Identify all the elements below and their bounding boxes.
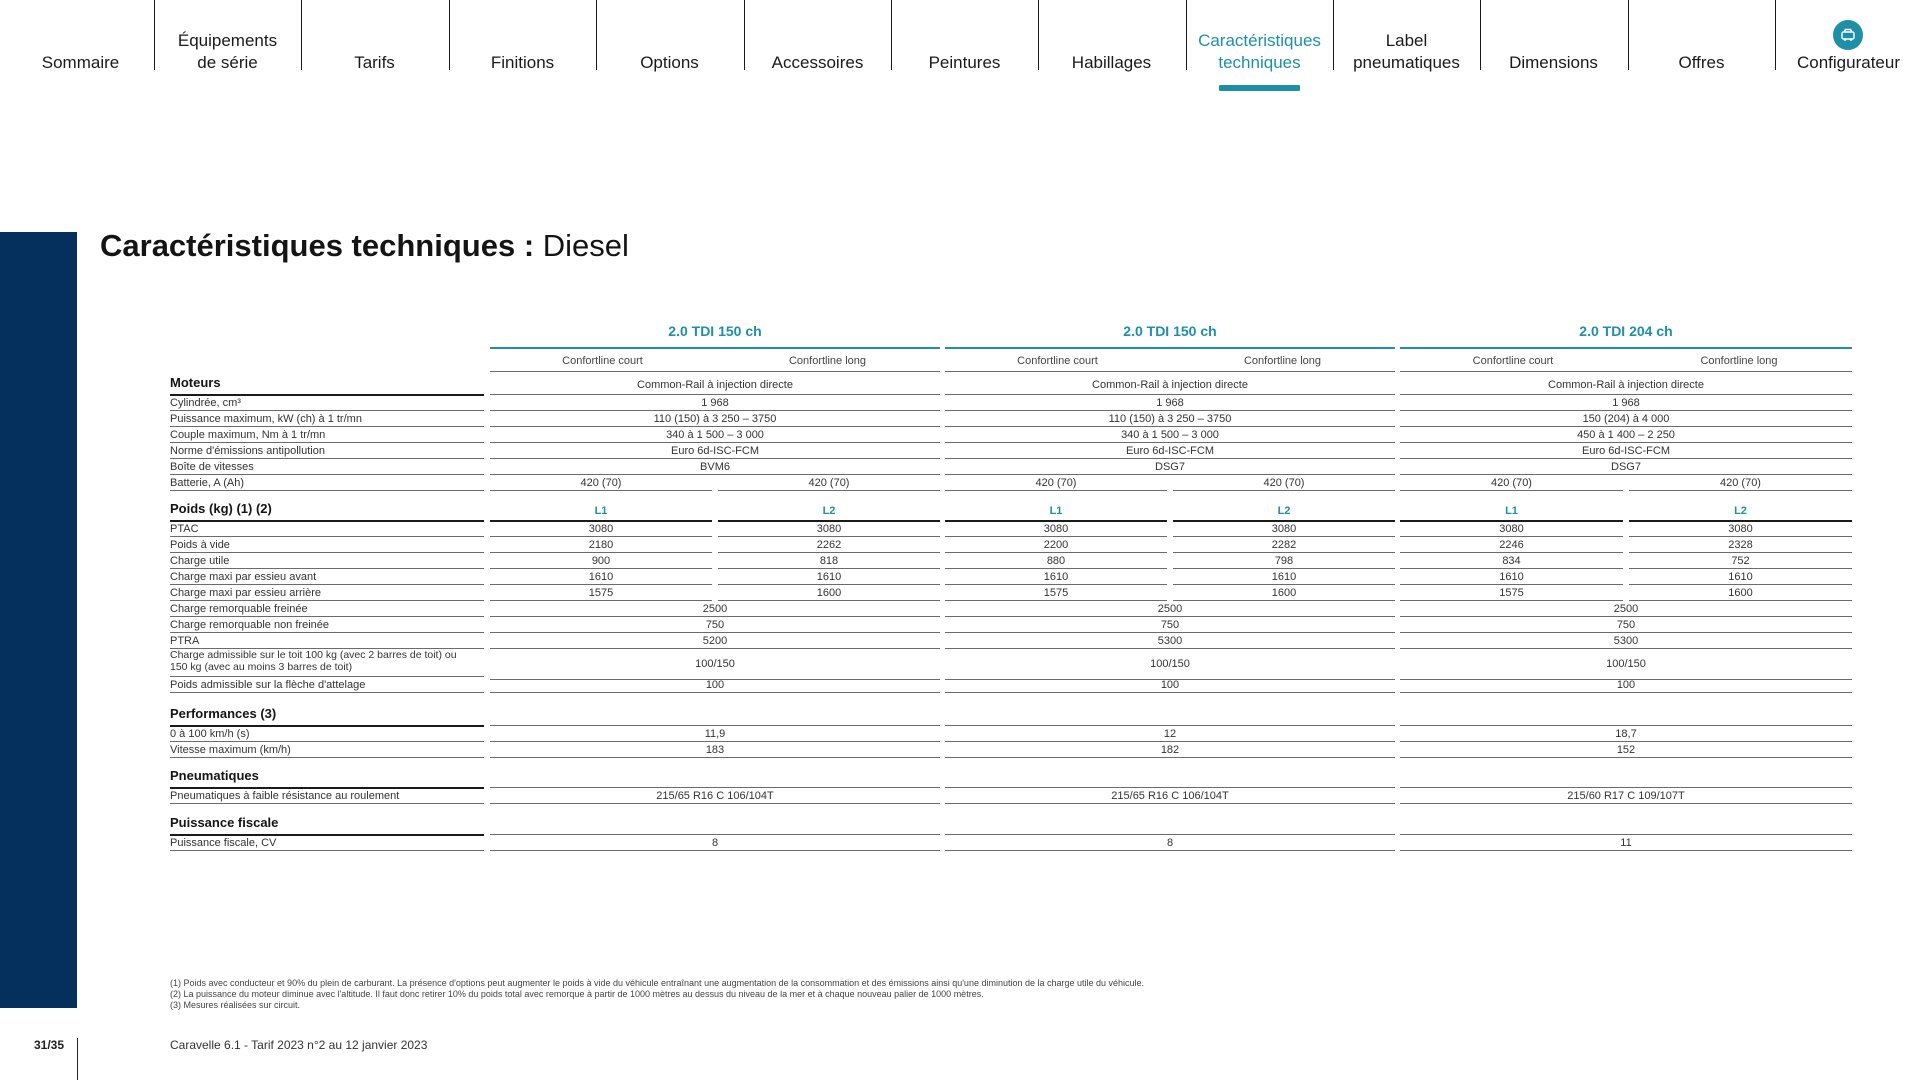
table-cell: DSG7 xyxy=(1155,461,1185,473)
table-cell: 2262 xyxy=(816,539,842,551)
section-title: Moteurs xyxy=(170,375,221,390)
cell-rule xyxy=(1400,394,1852,395)
cell-rule xyxy=(1400,741,1852,742)
nav-item-label xyxy=(449,52,596,74)
cell-rule xyxy=(945,490,1167,491)
cell-rule xyxy=(1173,536,1395,537)
nav-label-line: techniques xyxy=(1218,53,1301,72)
table-cell: 110 (150) à 3 250 – 3750 xyxy=(1108,413,1232,425)
footnote: (2) La puissance du moteur diminue avec l'altitude. Il faut donc retirer 10% du poids total avec remorque à partir de 1000 mètres au dessus du niveau de la mer et à chaque nouveau palier de 1000 mètres. xyxy=(170,989,984,999)
trim-header: Confortline long xyxy=(788,355,867,367)
cell-rule xyxy=(1400,568,1623,569)
nav-item-label xyxy=(1186,30,1333,74)
label-rule xyxy=(170,458,484,459)
footnote: (1) Poids avec conducteur et 90% du plein de carburant. La présence d'options peut augmenter le poids à vide du véhicule entraînant une augmentation de la consommation et des émissions ainsi qu'une diminution de la charge utile du véhicule. xyxy=(170,978,1145,988)
table-cell: 100/150 xyxy=(695,658,735,670)
row-label: Charge maxi par essieu avant xyxy=(170,571,317,583)
engine-header-rule xyxy=(490,347,940,349)
nav-label-line: Peintures xyxy=(928,53,1001,72)
cell-rule xyxy=(1400,584,1623,585)
table-cell: 2200 xyxy=(1043,539,1069,551)
table-cell: 152 xyxy=(1616,744,1636,756)
cell-rule xyxy=(490,692,940,693)
nav-item-label-pneumatiques[interactable] xyxy=(1333,0,1480,100)
nav-item-accessoires[interactable] xyxy=(744,0,891,100)
row-label: Charge remorquable non freinée xyxy=(170,619,329,631)
cell-rule xyxy=(490,458,940,459)
cell-rule xyxy=(1173,552,1395,553)
nav-item-habillages[interactable] xyxy=(1038,0,1185,100)
trim-header: Confortline long xyxy=(1700,355,1778,367)
table-cell: 420 (70) xyxy=(808,477,850,489)
cell-rule xyxy=(490,741,940,742)
nav-label-line: Équipements xyxy=(177,31,278,50)
cell-rule xyxy=(1400,552,1623,553)
cell-rule xyxy=(1173,568,1395,569)
cell-rule xyxy=(945,536,1167,537)
label-rule xyxy=(170,490,484,491)
table-cell: 340 à 1 500 – 3 000 xyxy=(1121,429,1219,441)
label-rule xyxy=(170,803,484,804)
table-cell: 450 à 1 400 – 2 250 xyxy=(1577,429,1675,441)
nav-label-line: Tarifs xyxy=(354,53,395,72)
cell-rule xyxy=(1400,757,1852,758)
cell-rule xyxy=(718,600,940,601)
engine-header: 2.0 TDI 150 ch xyxy=(668,323,762,339)
cell-rule xyxy=(490,787,940,788)
table-cell: 1610 xyxy=(816,571,842,583)
cell-rule xyxy=(1400,474,1852,475)
nav-label-line: Configurateur xyxy=(1796,53,1900,72)
cell-rule xyxy=(1400,616,1852,617)
table-cell: 11 xyxy=(1620,837,1632,849)
cell-rule xyxy=(1629,568,1852,569)
table-cell: 900 xyxy=(591,555,611,567)
table-cell: 215/65 R16 C 106/104T xyxy=(656,790,774,802)
row-label-line: Charge admissible sur le toit 100 kg (avec 2 barres de toit) ou xyxy=(170,649,457,661)
cell-rule xyxy=(490,394,940,395)
active-tab-indicator xyxy=(1219,85,1300,91)
nav-item-finitions[interactable] xyxy=(449,0,596,100)
cell-rule xyxy=(490,490,712,491)
cell-rule xyxy=(1400,803,1852,804)
table-cell: 5300 xyxy=(1157,635,1183,647)
row-label: Couple maximum, Nm à 1 tr/mn xyxy=(170,429,326,441)
cell-rule xyxy=(945,426,1395,427)
cell-rule xyxy=(945,474,1395,475)
nav-item-peintures[interactable] xyxy=(891,0,1038,100)
label-rule xyxy=(170,616,484,617)
cell-rule xyxy=(945,757,1395,758)
nav-item-tarifs[interactable] xyxy=(301,0,448,100)
footer-divider xyxy=(77,1038,78,1080)
table-cell: 2282 xyxy=(1271,539,1297,551)
row-label: Poids à vide xyxy=(170,539,230,551)
cell-rule xyxy=(945,632,1395,633)
table-cell: Common-Rail à injection directe xyxy=(637,379,793,391)
cell-rule xyxy=(490,834,940,835)
cell-rule xyxy=(945,616,1395,617)
cell-rule xyxy=(945,600,1167,601)
cell-rule xyxy=(490,584,712,585)
cell-rule xyxy=(490,536,712,537)
cell-rule xyxy=(1400,600,1623,601)
cell-rule xyxy=(945,584,1167,585)
label-rule xyxy=(170,442,484,443)
nav-label-line: pneumatiques xyxy=(1353,53,1460,72)
table-cell: 2500 xyxy=(1613,603,1639,615)
nav-label-line: Caractéristiques xyxy=(1198,31,1321,50)
page-title-fuel: Diesel xyxy=(534,228,629,263)
table-cell: 1 968 xyxy=(1612,397,1640,409)
trim-header-rule xyxy=(945,371,1395,372)
table-cell: 11,9 xyxy=(704,728,726,740)
nav-item-label xyxy=(891,52,1038,74)
cell-rule xyxy=(718,552,940,553)
cell-rule xyxy=(945,692,1395,693)
row-label: Batterie, A (Ah) xyxy=(170,477,244,489)
row-label: Puissance maximum, kW (ch) à 1 tr/mn xyxy=(170,413,362,425)
nav-label-line: Dimensions xyxy=(1509,53,1598,72)
table-cell: 1610 xyxy=(1043,571,1069,583)
table-cell: 5300 xyxy=(1613,635,1639,647)
row-label: Puissance fiscale, CV xyxy=(170,837,277,849)
cell-rule xyxy=(945,410,1395,411)
table-cell: 3080 xyxy=(1728,523,1753,535)
cell-rule xyxy=(490,568,712,569)
cell-rule xyxy=(1400,410,1852,411)
table-cell: 1610 xyxy=(588,571,614,583)
row-label: Charge utile xyxy=(170,555,230,567)
nav-item-label xyxy=(1480,52,1627,74)
cell-rule xyxy=(1400,536,1623,537)
nav-item-label xyxy=(1333,30,1480,74)
cell-rule xyxy=(1400,490,1623,491)
cell-rule xyxy=(945,648,1395,649)
table-cell: 1 968 xyxy=(1156,397,1184,409)
table-cell: 420 (70) xyxy=(1491,477,1532,489)
table-cell: 750 xyxy=(1160,619,1180,631)
table-cell: 8 xyxy=(1166,837,1174,849)
table-cell: 12 xyxy=(1163,728,1177,740)
cell-rule xyxy=(1400,426,1852,427)
length-header: L2 xyxy=(822,505,836,517)
label-rule xyxy=(170,568,484,569)
table-cell: 1610 xyxy=(1728,571,1753,583)
table-cell: Common-Rail à injection directe xyxy=(1092,379,1248,391)
cell-rule xyxy=(718,584,940,585)
cell-rule xyxy=(490,552,712,553)
table-cell: 798 xyxy=(1274,555,1294,567)
cell-rule xyxy=(490,803,940,804)
cell-rule xyxy=(1629,490,1852,491)
table-cell: 1610 xyxy=(1271,571,1297,583)
nav-label-line: Habillages xyxy=(1071,53,1152,72)
length-header: L1 xyxy=(1049,505,1063,517)
cell-rule xyxy=(945,442,1395,443)
nav-label-line: Options xyxy=(640,53,699,72)
table-cell: 3080 xyxy=(816,523,842,535)
table-cell: 1575 xyxy=(588,587,614,599)
nav-item-label xyxy=(1628,52,1775,74)
nav-item-options[interactable] xyxy=(596,0,743,100)
cell-rule xyxy=(1173,584,1395,585)
table-cell: 420 (70) xyxy=(1035,477,1077,489)
nav-label-line: Accessoires xyxy=(771,53,864,72)
cell-rule xyxy=(945,741,1395,742)
cell-rule xyxy=(1629,600,1852,601)
label-rule xyxy=(170,536,484,537)
row-label: 0 à 100 km/h (s) xyxy=(170,728,250,740)
table-cell: Euro 6d-ISC-FCM xyxy=(670,445,760,457)
label-rule xyxy=(170,757,484,758)
cell-rule xyxy=(1400,632,1852,633)
cell-rule xyxy=(945,458,1395,459)
page-title-main: Caractéristiques techniques : xyxy=(100,228,535,263)
length-header: L1 xyxy=(1505,505,1518,517)
section-title: Pneumatiques xyxy=(170,768,259,783)
section-title: Puissance fiscale xyxy=(170,815,279,830)
table-cell: 110 (150) à 3 250 – 3750 xyxy=(653,413,777,425)
nav-item-dimensions[interactable] xyxy=(1480,0,1627,100)
nav-item-offres[interactable] xyxy=(1628,0,1775,100)
section-title: Performances (3) xyxy=(170,706,277,721)
nav-item-label xyxy=(744,52,891,74)
table-cell: 3080 xyxy=(1271,523,1297,535)
cell-rule xyxy=(490,474,940,475)
label-rule xyxy=(170,584,484,585)
table-cell: 182 xyxy=(1160,744,1180,756)
nav-item-configurateur[interactable] xyxy=(1775,0,1920,100)
label-rule xyxy=(170,552,484,553)
table-cell: DSG7 xyxy=(1611,461,1641,473)
trim-header-rule xyxy=(1400,371,1852,372)
footnote: (3) Mesures réalisées sur circuit. xyxy=(170,1000,301,1010)
cell-rule xyxy=(945,850,1395,851)
nav-item-label xyxy=(301,52,448,74)
trim-header: Confortline court xyxy=(1472,355,1554,367)
length-header: L2 xyxy=(1277,505,1291,517)
cell-rule xyxy=(1629,584,1852,585)
table-cell: 100 xyxy=(1160,679,1180,691)
table-cell: 1600 xyxy=(1271,587,1297,599)
table-cell: Common-Rail à injection directe xyxy=(1548,379,1704,391)
cell-rule xyxy=(490,442,940,443)
cell-rule xyxy=(945,834,1395,835)
row-label: Norme d'émissions antipollution xyxy=(170,445,325,457)
cell-rule xyxy=(1400,442,1852,443)
nav-label-line: Finitions xyxy=(490,53,555,72)
trim-header: Confortline court xyxy=(1017,355,1098,367)
nav-item-equipements-de-serie[interactable] xyxy=(154,0,301,100)
left-brand-band xyxy=(0,232,77,1008)
cell-rule xyxy=(945,552,1167,553)
cell-rule xyxy=(490,426,940,427)
top-navigation xyxy=(0,0,1920,100)
table-cell: 340 à 1 500 – 3 000 xyxy=(666,429,764,441)
footnotes xyxy=(170,978,1144,1011)
nav-label-line: Label xyxy=(1385,31,1428,50)
cell-rule xyxy=(490,648,940,649)
table-cell: 3080 xyxy=(588,523,614,535)
section-title: Poids (kg) (1) (2) xyxy=(170,501,272,516)
label-rule xyxy=(170,850,484,851)
nav-item-label xyxy=(596,52,743,74)
cell-rule xyxy=(945,787,1395,788)
table-cell: 420 (70) xyxy=(1263,477,1305,489)
engine-header-rule xyxy=(1400,347,1852,349)
table-cell: 2328 xyxy=(1728,539,1753,551)
cell-rule xyxy=(945,803,1395,804)
label-rule xyxy=(170,474,484,475)
cell-rule xyxy=(490,600,712,601)
trim-header: Confortline long xyxy=(1243,355,1322,367)
table-cell: 1600 xyxy=(1728,587,1753,599)
table-cell: Euro 6d-ISC-FCM xyxy=(1125,445,1215,457)
length-header: L1 xyxy=(594,505,608,517)
table-cell: 2180 xyxy=(588,539,614,551)
engine-header-rule xyxy=(945,347,1395,349)
table-cell: 818 xyxy=(819,555,839,567)
table-cell: 100/150 xyxy=(1150,658,1190,670)
row-label: Pneumatiques à faible résistance au roulement xyxy=(170,790,400,802)
table-cell: 215/60 R17 C 109/107T xyxy=(1567,790,1685,802)
cell-rule xyxy=(1400,648,1852,649)
table-cell: 3080 xyxy=(1043,523,1069,535)
label-rule xyxy=(170,676,484,677)
cell-rule xyxy=(945,725,1395,726)
table-cell: 750 xyxy=(705,619,725,631)
table-cell: 1610 xyxy=(1499,571,1524,583)
nav-label-line: Offres xyxy=(1678,53,1725,72)
table-cell: 100 xyxy=(705,679,725,691)
nav-label-line: Sommaire xyxy=(41,53,120,72)
cell-rule xyxy=(490,850,940,851)
cell-rule xyxy=(490,616,940,617)
nav-item-caracteristiques-techniques[interactable] xyxy=(1186,0,1333,100)
footer-text: Caravelle 6.1 - Tarif 2023 n°2 au 12 janvier 2023 xyxy=(170,1038,428,1052)
table-cell: 3080 xyxy=(1499,523,1524,535)
cell-rule xyxy=(490,410,940,411)
cell-rule xyxy=(1173,600,1395,601)
table-cell: 1575 xyxy=(1043,587,1069,599)
cell-rule xyxy=(718,568,940,569)
cell-rule xyxy=(945,568,1167,569)
table-cell: 183 xyxy=(705,744,725,756)
row-label: Boîte de vitesses xyxy=(170,461,254,473)
length-header: L2 xyxy=(1734,505,1747,517)
table-cell: 8 xyxy=(711,837,719,849)
nav-item-sommaire[interactable] xyxy=(7,0,154,100)
table-cell: 100/150 xyxy=(1606,658,1646,670)
table-cell: 1575 xyxy=(1499,587,1524,599)
car-configurator-icon xyxy=(1833,20,1863,50)
nav-item-label xyxy=(7,52,154,74)
cell-rule xyxy=(490,725,940,726)
table-cell: 750 xyxy=(1616,619,1636,631)
table-cell: Euro 6d-ISC-FCM xyxy=(1581,445,1671,457)
engine-header: 2.0 TDI 150 ch xyxy=(1123,323,1217,339)
table-cell: 18,7 xyxy=(1615,728,1637,740)
table-cell: 150 (204) à 4 000 xyxy=(1582,413,1670,425)
cell-rule xyxy=(945,394,1395,395)
label-rule xyxy=(170,600,484,601)
table-cell: BVM6 xyxy=(700,461,730,473)
table-cell: 215/65 R16 C 106/104T xyxy=(1111,790,1229,802)
cell-rule xyxy=(1400,834,1852,835)
trim-header-rule xyxy=(490,371,940,372)
cell-rule xyxy=(490,632,940,633)
table-cell: 420 (70) xyxy=(1720,477,1761,489)
row-label: Vitesse maximum (km/h) xyxy=(170,744,291,756)
cell-rule xyxy=(718,490,940,491)
cell-rule xyxy=(1629,536,1852,537)
table-cell: 1 968 xyxy=(701,397,729,409)
cell-rule xyxy=(1400,458,1852,459)
page-title xyxy=(100,226,629,266)
table-cell: 752 xyxy=(1731,555,1750,567)
table-cell: 5200 xyxy=(702,635,728,647)
row-label: Cylindrée, cm³ xyxy=(170,397,241,409)
row-label: Charge remorquable freinée xyxy=(170,603,308,615)
table-cell: 880 xyxy=(1046,555,1066,567)
cell-rule xyxy=(1173,490,1395,491)
row-label: PTRA xyxy=(170,635,200,647)
table-cell: 2500 xyxy=(702,603,728,615)
engine-header: 2.0 TDI 204 ch xyxy=(1579,323,1673,339)
nav-item-label xyxy=(1775,52,1920,74)
cell-rule xyxy=(1629,552,1852,553)
table-cell: 834 xyxy=(1502,555,1521,567)
table-cell: 2246 xyxy=(1499,539,1524,551)
nav-item-label xyxy=(154,30,301,74)
cell-rule xyxy=(718,536,940,537)
cell-rule xyxy=(1400,850,1852,851)
label-rule xyxy=(170,410,484,411)
nav-item-label xyxy=(1038,52,1185,74)
row-label: Charge maxi par essieu arrière xyxy=(170,587,322,599)
cell-rule xyxy=(490,757,940,758)
row-label: PTAC xyxy=(170,523,199,535)
cell-rule xyxy=(1400,692,1852,693)
table-cell: 1600 xyxy=(816,587,842,599)
label-rule xyxy=(170,426,484,427)
label-rule xyxy=(170,741,484,742)
row-label-line: 150 kg (avec au moins 3 barres de toit) xyxy=(170,661,353,673)
cell-rule xyxy=(1400,787,1852,788)
cell-rule xyxy=(1400,725,1852,726)
label-rule xyxy=(170,632,484,633)
trim-header: Confortline court xyxy=(562,355,643,367)
label-rule xyxy=(170,692,484,693)
row-label xyxy=(170,649,457,673)
table-cell: 2500 xyxy=(1157,603,1183,615)
nav-label-line: de série xyxy=(197,53,258,72)
table-cell: 420 (70) xyxy=(580,477,622,489)
page-number: 31/35 xyxy=(34,1038,65,1052)
row-label: Poids admissible sur la flèche d'attelage xyxy=(170,679,366,691)
table-cell: 100 xyxy=(1616,679,1636,691)
